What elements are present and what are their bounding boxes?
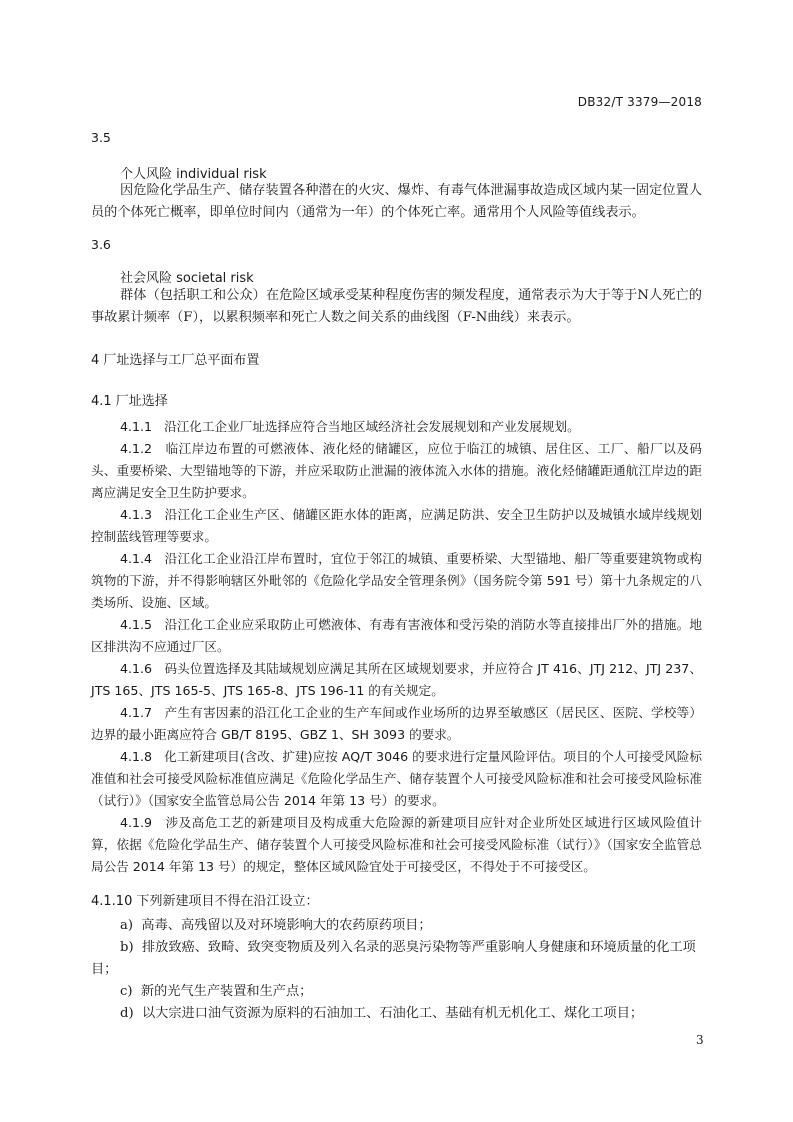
clause-4-1-8 [91, 746, 702, 812]
section-4-1-heading: 4.1 厂址选择 [91, 394, 168, 409]
clause-text: 化工新建项目(含改、扩建)应按 AQ/T 3046 的要求进行定量风险评估。项目的个人可接受风险标准值和社会可接受风险标准值应满足《危险化学品生产、储存装置个人可接受风险标准和社会可接受风险标准（试行）》（国家安全监管总局公告 2014 年第 13 号）的要求。 [91, 749, 702, 808]
clause-text: 涉及高危工艺的新建项目及构成重大危险源的新建项目应针对企业所处区域进行区域风险值计算，依据《危险化学品生产、储存装置个人可接受风险标准和社会可接受风险标准（试行）》（国家安全监管总局公告 2014 年第 13 号）的规定，整体区域风险宜处于可接受区，不得处于不可接受区。 [91, 815, 703, 874]
clause-4-1-6 [91, 658, 702, 702]
list-marker: c) [120, 984, 133, 999]
clause-number: 4.1.5 [120, 617, 153, 632]
document-number: DB32/T 3379—2018 [577, 95, 702, 109]
list-item [91, 1003, 702, 1025]
clause-4-1-4 [91, 548, 702, 614]
clause-4-1-5 [91, 614, 702, 658]
list-item-text: 以大宗进口油气资源为原料的石油加工、石油化工、基础有机无机化工、煤化工项目； [141, 1006, 644, 1021]
clause-number: 4.1.2 [120, 441, 153, 456]
definition-individual-risk: 因危险化学品生产、储存装置各种潜在的火灾、爆炸、有毒气体泄漏事故造成区域内某一固定位置人员的个体死亡概率，即单位时间内（通常为一年）的个体死亡率。通常用个人风险等值线表示。 [91, 183, 702, 220]
term-societal-risk: 社会风险 societal risk [120, 271, 254, 286]
clause-number: 4.1.9 [120, 815, 153, 830]
list-item [91, 915, 702, 937]
clause-text: 沿江化工企业沿江岸布置时，宜位于邻江的城镇、重要桥梁、大型锚地、船厂等重要建筑物或构筑物的下游，并不得影响辖区外毗邻的《危险化学品安全管理条例》（国务院令第 591 号）第十九条规定的八类场所、设施、区域。 [91, 551, 702, 610]
list-item-text: 新的光气生产装置和生产点； [140, 984, 313, 999]
clause-4-1-9 [91, 812, 702, 878]
clause-4-1-3 [91, 504, 702, 548]
clause-4-1-7 [91, 702, 702, 746]
clause-4-1-10-heading: 4.1.10 下列新建项目不得在沿江设立： [91, 894, 319, 909]
list-marker: d) [120, 1006, 134, 1021]
list-item-text: 高毒、高残留以及对环境影响大的农药原药项目； [141, 918, 432, 933]
list-marker: b) [120, 940, 134, 955]
clause-number: 4.1.1 [120, 419, 153, 434]
clause-number: 4.1.6 [120, 661, 153, 676]
list-marker: a) [120, 918, 134, 933]
page-number: 3 [696, 1033, 704, 1047]
section-4-heading: 4 厂址选择与工厂总平面布置 [91, 353, 260, 368]
clause-4-1-2 [91, 438, 702, 504]
clause-number: 4.1.4 [120, 551, 153, 566]
definition-societal-risk: 群体（包括职工和公众）在危险区域承受某种程度伤害的频发程度，通常表示为大于等于N人死亡的事故累计频率（F），以累积频率和死亡人数之间关系的曲线图（F-N曲线）来表示。 [91, 288, 702, 325]
term-individual-risk: 个人风险 individual risk [120, 167, 267, 182]
clause-text: 沿江化工企业厂址选择应符合当地区域经济社会发展规划和产业发展规划。 [164, 419, 580, 434]
list-item-text: 排放致癌、致畸、致突变物质及列入名录的恶臭污染物等严重影响人身健康和环境质量的化工项目； [91, 940, 696, 977]
section-3-6-number: 3.6 [91, 237, 111, 252]
clause-text: 沿江化工企业应采取防止可燃液体、有毒有害液体和受污染的消防水等直接排出厂外的措施。地区排洪沟不应通过厂区。 [91, 617, 702, 654]
list-item [91, 937, 702, 981]
clause-number: 4.1.3 [120, 507, 153, 522]
section-3-5-number: 3.5 [91, 130, 111, 145]
clause-number: 4.1.7 [120, 705, 153, 720]
clause-4-1-1 [91, 416, 702, 438]
clause-text: 码头位置选择及其陆域规划应满足其所在区域规划要求，并应符合 JT 416、JTJ 212、JTJ 237、JTS 165、JTS 165-5、JTS 165-8、JTS 196-11 的有关规定。 [91, 661, 702, 698]
list-item [91, 981, 702, 1003]
clause-text: 沿江化工企业生产区、储罐区距水体的距离，应满足防洪、安全卫生防护以及城镇水域岸线规划控制蓝线管理等要求。 [91, 507, 702, 544]
clause-number: 4.1.8 [120, 749, 153, 764]
clause-text: 产生有害因素的沿江化工企业的生产车间或作业场所的边界至敏感区（居民区、医院、学校等）边界的最小距离应符合 GB/T 8195、GBZ 1、SH 3093 的要求。 [91, 705, 702, 742]
clause-text: 临江岸边布置的可燃液体、液化烃的储罐区，应位于临江的城镇、居住区、工厂、船厂以及码头、重要桥梁、大型锚地等的下游，并应采取防止泄漏的液体流入水体的措施。液化烃储罐距通航江岸边的距离应满足安全卫生防护要求。 [91, 441, 703, 500]
